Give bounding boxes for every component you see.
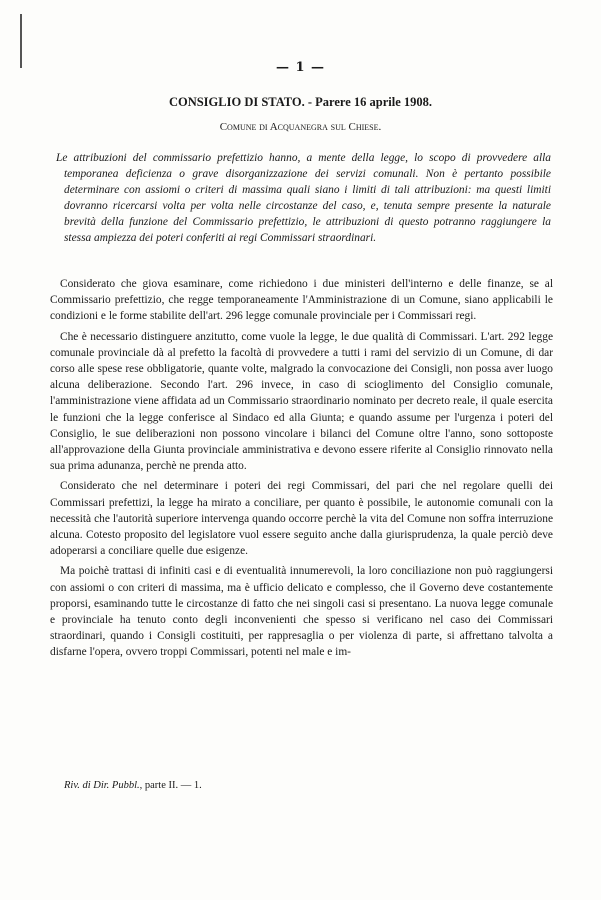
document-heading: CONSIGLIO DI STATO. - Parere 16 aprile 1908.	[168, 95, 433, 109]
body-text	[50, 276, 553, 665]
footer-part: parte II. — 1.	[144, 780, 202, 791]
paragraph: Che è necessario distinguere anzitutto, come vuole la legge, le due qualità di Commissari. L'art. 292 legge comunale provinciale dà al prefetto la facoltà di provvedere a tutti i rami del servizio di un Comune, di dar corso alle spese rese obbligatorie, quante volte, malgrado la convocazione dei Consigli, non possa aver luogo alcuna deliberazione. Secondo l'art. 296 invece, in caso di scioglimento del Consiglio comunale, l'amministrazione viene affidata ad un Commissario straordinario nominato per decreto reale, il quale esercita le funzioni che la legge conferisce al Sindaco ed alla Giunta; e quando assume per l'urgenza i poteri del Consiglio, le sue deliberazioni non possono vincolare i bilanci del Comune oltre l'anno, sono sottoposte all'approvazione della Giunta provinciale amministrativa e devono essere riferite al Consiglio rinnovato nella sua prima adunanza, perchè ne prenda atto.	[50, 330, 553, 473]
page-footer	[64, 780, 202, 791]
paragraph: Ma poichè trattasi di infiniti casi e di eventualità innumerevoli, la loro conciliazione non può raggiungersi con assiomi o con criteri di massima, ma è ufficio delicato e complesso, che il Governo deve costantemente proporsi, esaminando tutte le circostanze di fatto che nei singoli casi si presentano. La nuova legge comunale e provinciale ha tenuto conto degli inconvenienti che spesso si verificano nel caso dei Commissari straordinari, quando i Consigli costituiti, per rappresaglia o per violenza di parte, si affrettano talvolta a disfarne l'opera, ovvero troppi Commissari, potenti nel male e im-	[50, 565, 553, 659]
footer-journal: Riv. di Dir. Pubbl.,	[64, 780, 143, 791]
paragraph: Considerato che nel determinare i poteri dei regi Commissari, del pari che nel regolare quelli dei Commissari prefettizi, la legge ha mirato a conciliare, per quanto è possibile, le autonomie comunali con la necessità che l'autorità superiore intervenga quando occorre perchè la vita del Comune non soffra interruzione alcuna. Cotesto proposito del legislatore vuol essere seguito anche dalla giurisprudenza, la quale perciò deve adoperarsi a conciliare quelle due esigenze.	[50, 480, 553, 558]
page-number: — 1 —	[275, 60, 326, 75]
abstract: Le attribuzioni del commissario prefettizio hanno, a mente della legge, lo scopo di provvedere alla temporanea deficienza o grave disorganizzazione dei servizi comunali. Non è pertanto possibile determinare con assiomi o criteri di massima quali siano i limiti di tali attribuzioni: ma questi limiti dovranno ricercarsi volta per volta nelle circostanze del caso, e, tenuta sempre presente la naturale brevità della funzione del Commissario prefettizio, le attribuzioni di questo potranno raggiungere la stessa ampiezza dei poteri conferiti ai regi Commissari straordinari.	[56, 152, 551, 244]
document-subheading: Comune di Acquanegra sul Chiese.	[219, 121, 382, 133]
paragraph: Considerato che giova esaminare, come richiedono i due ministeri dell'interno e delle finanze, se al Commissario prefettizio, che regge temporaneamente l'Amministrazione di un Comune, siano applicabili le condizioni e le forme stabilite dell'art. 296 legge comunale provinciale per i Commissari regi.	[50, 278, 553, 323]
